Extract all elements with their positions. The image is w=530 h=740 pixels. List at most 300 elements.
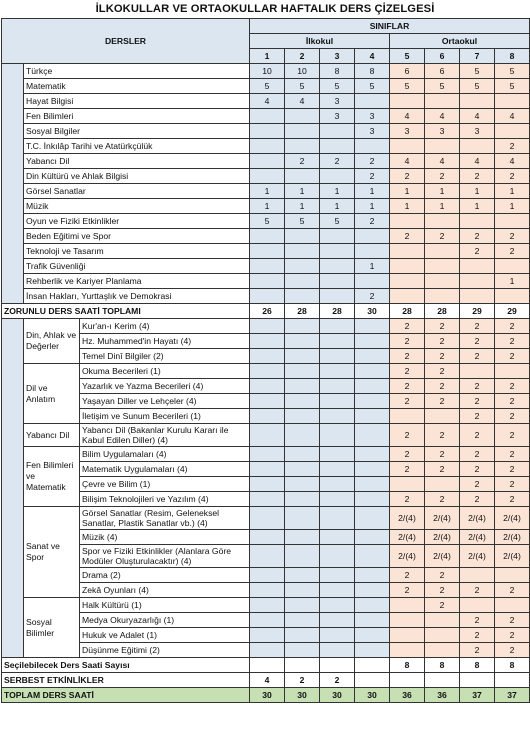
grand-total-cell: 37 bbox=[495, 688, 530, 703]
hours-cell bbox=[285, 477, 320, 492]
total-cell: 28 bbox=[425, 304, 460, 319]
hours-cell: 6 bbox=[425, 64, 460, 79]
hours-cell: 5 bbox=[495, 64, 530, 79]
hours-cell: 4 bbox=[425, 154, 460, 169]
hours-cell: 10 bbox=[250, 64, 285, 79]
hours-cell: 2 bbox=[460, 643, 495, 658]
total-cell: 29 bbox=[495, 304, 530, 319]
hours-cell: 2 bbox=[425, 364, 460, 379]
mandatory-row bbox=[2, 94, 530, 109]
hours-cell: 2 bbox=[460, 447, 495, 462]
subject-name: Müzik bbox=[24, 199, 250, 214]
hours-cell: 2 bbox=[390, 169, 425, 184]
hours-cell bbox=[320, 598, 355, 613]
mandatory-row bbox=[2, 169, 530, 184]
hours-cell bbox=[285, 643, 320, 658]
hours-cell: 1 bbox=[355, 259, 390, 274]
elective-row bbox=[2, 379, 530, 394]
hours-cell: 1 bbox=[285, 184, 320, 199]
subject-name: Teknoloji ve Tasarım bbox=[24, 244, 250, 259]
elective-subject: Çevre ve Bilim (1) bbox=[80, 477, 250, 492]
hours-cell: 5 bbox=[390, 79, 425, 94]
hours-cell bbox=[390, 409, 425, 424]
hours-cell bbox=[250, 492, 285, 507]
hours-cell: 2 bbox=[460, 229, 495, 244]
hours-cell: 2 bbox=[390, 447, 425, 462]
hours-cell bbox=[355, 229, 390, 244]
header-row-1 bbox=[2, 19, 530, 34]
elective-row bbox=[2, 394, 530, 409]
hours-cell: 2 bbox=[495, 477, 530, 492]
ilkokul-header: İlkokul bbox=[250, 34, 390, 49]
hours-cell bbox=[250, 530, 285, 545]
hours-cell: 8 bbox=[320, 64, 355, 79]
elective-row bbox=[2, 613, 530, 628]
hours-cell bbox=[250, 124, 285, 139]
hours-cell bbox=[425, 673, 460, 688]
hours-cell bbox=[355, 394, 390, 409]
grand-total-cell: 30 bbox=[320, 688, 355, 703]
hours-cell bbox=[390, 477, 425, 492]
hours-cell bbox=[355, 462, 390, 477]
hours-cell: 2 bbox=[390, 364, 425, 379]
hours-cell bbox=[285, 349, 320, 364]
hours-cell bbox=[320, 545, 355, 568]
grade-header: 4 bbox=[355, 49, 390, 64]
mandatory-row bbox=[2, 199, 530, 214]
hours-cell bbox=[285, 274, 320, 289]
hours-cell bbox=[250, 568, 285, 583]
grand-total-cell: 30 bbox=[285, 688, 320, 703]
hours-cell: 2 bbox=[495, 319, 530, 334]
hours-cell: 5 bbox=[425, 79, 460, 94]
hours-cell bbox=[285, 169, 320, 184]
hours-cell: 5 bbox=[495, 79, 530, 94]
hours-cell bbox=[285, 447, 320, 462]
hours-cell: 2 bbox=[320, 673, 355, 688]
grand-total-cell: 36 bbox=[425, 688, 460, 703]
hours-cell: 2 bbox=[285, 154, 320, 169]
hours-cell: 5 bbox=[320, 79, 355, 94]
hours-cell bbox=[425, 628, 460, 643]
hours-cell: 2 bbox=[460, 424, 495, 447]
mandatory-section-label bbox=[2, 64, 24, 304]
hours-cell: 4 bbox=[390, 109, 425, 124]
hours-cell: 2 bbox=[460, 409, 495, 424]
hours-cell bbox=[390, 643, 425, 658]
hours-cell bbox=[250, 349, 285, 364]
hours-cell bbox=[285, 628, 320, 643]
hours-cell bbox=[285, 259, 320, 274]
hours-cell: 8 bbox=[495, 658, 530, 673]
hours-cell: 2/(4) bbox=[390, 507, 425, 530]
hours-cell bbox=[320, 289, 355, 304]
hours-cell: 2 bbox=[460, 462, 495, 477]
hours-cell: 2 bbox=[495, 583, 530, 598]
hours-cell bbox=[320, 139, 355, 154]
hours-cell: 8 bbox=[390, 658, 425, 673]
elective-subject: Bilim Uygulamaları (4) bbox=[80, 447, 250, 462]
subject-name: Sosyal Bilgiler bbox=[24, 124, 250, 139]
hours-cell bbox=[285, 334, 320, 349]
hours-cell bbox=[320, 259, 355, 274]
hours-cell: 2 bbox=[425, 379, 460, 394]
hours-cell bbox=[285, 409, 320, 424]
mandatory-row bbox=[2, 214, 530, 229]
hours-cell: 1 bbox=[460, 184, 495, 199]
hours-cell bbox=[355, 364, 390, 379]
hours-cell: 1 bbox=[250, 199, 285, 214]
hours-cell bbox=[460, 568, 495, 583]
hours-cell: 2 bbox=[495, 394, 530, 409]
elective-category: Sanat ve Spor bbox=[24, 507, 80, 598]
elective-category: Dil ve Anlatım bbox=[24, 364, 80, 424]
hours-cell bbox=[390, 259, 425, 274]
hours-cell: 2 bbox=[390, 424, 425, 447]
hours-cell bbox=[250, 643, 285, 658]
hours-cell bbox=[495, 94, 530, 109]
hours-cell bbox=[320, 530, 355, 545]
hours-cell bbox=[460, 214, 495, 229]
hours-cell: 5 bbox=[320, 214, 355, 229]
hours-cell bbox=[250, 394, 285, 409]
hours-cell bbox=[250, 628, 285, 643]
hours-cell bbox=[250, 613, 285, 628]
hours-cell bbox=[320, 628, 355, 643]
hours-cell bbox=[460, 94, 495, 109]
hours-cell: 3 bbox=[390, 124, 425, 139]
hours-cell bbox=[320, 319, 355, 334]
hours-cell bbox=[250, 545, 285, 568]
hours-cell bbox=[250, 658, 285, 673]
hours-cell: 1 bbox=[320, 184, 355, 199]
elective-row bbox=[2, 334, 530, 349]
hours-cell bbox=[425, 139, 460, 154]
hours-cell bbox=[320, 244, 355, 259]
dersler-header: DERSLER bbox=[2, 19, 250, 64]
hours-cell: 2 bbox=[425, 319, 460, 334]
elective-subject: Hz. Muhammed'in Hayatı (4) bbox=[80, 334, 250, 349]
elective-subject: Spor ve Fiziki Etkinlikler (Alanlara Göre Modüler Oluşturulacaktır) (4) bbox=[80, 545, 250, 568]
hours-cell: 5 bbox=[285, 214, 320, 229]
elective-subject: Düşünme Eğitimi (2) bbox=[80, 643, 250, 658]
hours-cell bbox=[390, 94, 425, 109]
hours-cell: 5 bbox=[460, 79, 495, 94]
mandatory-row bbox=[2, 79, 530, 94]
hours-cell bbox=[320, 349, 355, 364]
hours-cell bbox=[460, 673, 495, 688]
hours-cell bbox=[285, 394, 320, 409]
elective-subject: Okuma Becerileri (1) bbox=[80, 364, 250, 379]
hours-cell bbox=[355, 598, 390, 613]
subject-name: Trafik Güvenliği bbox=[24, 259, 250, 274]
elective-subject: İletişim ve Sunum Becerileri (1) bbox=[80, 409, 250, 424]
hours-cell: 6 bbox=[390, 64, 425, 79]
hours-cell: 4 bbox=[460, 109, 495, 124]
elective-row bbox=[2, 545, 530, 568]
hours-cell bbox=[250, 244, 285, 259]
subject-name: Görsel Sanatlar bbox=[24, 184, 250, 199]
hours-cell: 2 bbox=[425, 349, 460, 364]
hours-cell: 2 bbox=[460, 349, 495, 364]
hours-cell bbox=[250, 447, 285, 462]
hours-cell bbox=[425, 477, 460, 492]
hours-cell: 3 bbox=[460, 124, 495, 139]
subject-name: İnsan Hakları, Yurttaşlık ve Demokrasi bbox=[24, 289, 250, 304]
ortaokul-header: Ortaokul bbox=[390, 34, 530, 49]
hours-cell: 2 bbox=[460, 319, 495, 334]
grade-header: 1 bbox=[250, 49, 285, 64]
hours-cell: 2 bbox=[460, 492, 495, 507]
hours-cell bbox=[250, 154, 285, 169]
hours-cell: 2 bbox=[495, 379, 530, 394]
hours-cell: 3 bbox=[320, 94, 355, 109]
hours-cell bbox=[460, 598, 495, 613]
elective-row bbox=[2, 364, 530, 379]
hours-cell bbox=[250, 109, 285, 124]
hours-cell bbox=[425, 214, 460, 229]
elective-row bbox=[2, 583, 530, 598]
elective-subject: Kur'an-ı Kerim (4) bbox=[80, 319, 250, 334]
hours-cell bbox=[250, 334, 285, 349]
elective-category: Fen Bilimleri ve Matematik bbox=[24, 447, 80, 507]
grand-total-cell: 37 bbox=[460, 688, 495, 703]
hours-cell: 4 bbox=[390, 154, 425, 169]
hours-cell bbox=[285, 289, 320, 304]
hours-cell: 2/(4) bbox=[390, 545, 425, 568]
hours-cell bbox=[355, 139, 390, 154]
hours-cell bbox=[390, 613, 425, 628]
hours-cell bbox=[355, 447, 390, 462]
free-activities-label: SERBEST ETKİNLİKLER bbox=[2, 673, 250, 688]
mandatory-row bbox=[2, 124, 530, 139]
subject-name: Fen Bilimleri bbox=[24, 109, 250, 124]
elective-row bbox=[2, 424, 530, 447]
elective-category: Din, Ahlak ve Değerler bbox=[24, 319, 80, 364]
subject-name: Türkçe bbox=[24, 64, 250, 79]
hours-cell: 5 bbox=[250, 214, 285, 229]
hours-cell: 2 bbox=[390, 583, 425, 598]
total-cell: 30 bbox=[355, 304, 390, 319]
hours-cell: 1 bbox=[460, 199, 495, 214]
hours-cell bbox=[460, 289, 495, 304]
hours-cell bbox=[320, 424, 355, 447]
hours-cell: 5 bbox=[285, 79, 320, 94]
elective-subject: Yabancı Dil (Bakanlar Kurulu Kararı ile Kabul Edilen Diller) (4) bbox=[80, 424, 250, 447]
hours-cell bbox=[355, 613, 390, 628]
elective-category: Yabancı Dil bbox=[24, 424, 80, 447]
hours-cell: 5 bbox=[460, 64, 495, 79]
hours-cell: 2 bbox=[495, 334, 530, 349]
elective-row bbox=[2, 492, 530, 507]
hours-cell: 1 bbox=[390, 184, 425, 199]
hours-cell bbox=[460, 259, 495, 274]
hours-cell: 8 bbox=[425, 658, 460, 673]
hours-cell: 8 bbox=[460, 658, 495, 673]
hours-cell: 2 bbox=[495, 424, 530, 447]
elective-subject: Bilişim Teknolojileri ve Yazılım (4) bbox=[80, 492, 250, 507]
hours-cell bbox=[355, 568, 390, 583]
hours-cell: 1 bbox=[495, 199, 530, 214]
hours-cell: 2 bbox=[460, 583, 495, 598]
hours-cell: 2 bbox=[460, 477, 495, 492]
hours-cell bbox=[355, 379, 390, 394]
hours-cell: 3 bbox=[355, 124, 390, 139]
elective-subject: Görsel Sanatlar (Resim, Geleneksel Sanatlar, Plastik Sanatlar vb.) (4) bbox=[80, 507, 250, 530]
subject-name: T.C. İnkılâp Tarihi ve Atatürkçülük bbox=[24, 139, 250, 154]
grade-header: 6 bbox=[425, 49, 460, 64]
hours-cell bbox=[285, 613, 320, 628]
hours-cell bbox=[285, 568, 320, 583]
subject-name: Rehberlik ve Kariyer Planlama bbox=[24, 274, 250, 289]
hours-cell: 1 bbox=[495, 184, 530, 199]
hours-cell: 2 bbox=[495, 447, 530, 462]
hours-cell bbox=[495, 598, 530, 613]
hours-cell: 1 bbox=[425, 184, 460, 199]
hours-cell bbox=[355, 530, 390, 545]
mandatory-row bbox=[2, 184, 530, 199]
elective-subject: Zekâ Oyunları (4) bbox=[80, 583, 250, 598]
hours-cell bbox=[320, 492, 355, 507]
mandatory-row bbox=[2, 154, 530, 169]
hours-cell: 1 bbox=[355, 184, 390, 199]
hours-cell bbox=[460, 139, 495, 154]
hours-cell bbox=[285, 530, 320, 545]
elective-row bbox=[2, 628, 530, 643]
hours-cell bbox=[285, 492, 320, 507]
hours-cell: 2/(4) bbox=[495, 530, 530, 545]
hours-cell: 2 bbox=[495, 139, 530, 154]
hours-cell: 2 bbox=[390, 379, 425, 394]
elective-subject: Yaşayan Diller ve Lehçeler (4) bbox=[80, 394, 250, 409]
hours-cell bbox=[320, 583, 355, 598]
elective-subject: Halk Kültürü (1) bbox=[80, 598, 250, 613]
hours-cell bbox=[355, 244, 390, 259]
hours-cell bbox=[495, 124, 530, 139]
hours-cell bbox=[285, 598, 320, 613]
hours-cell bbox=[425, 244, 460, 259]
hours-cell: 2/(4) bbox=[460, 507, 495, 530]
hours-cell bbox=[250, 424, 285, 447]
hours-cell bbox=[495, 289, 530, 304]
hours-cell bbox=[460, 274, 495, 289]
hours-cell bbox=[250, 507, 285, 530]
hours-cell: 2 bbox=[495, 409, 530, 424]
hours-cell bbox=[425, 274, 460, 289]
hours-cell bbox=[495, 214, 530, 229]
hours-cell bbox=[355, 643, 390, 658]
mandatory-row bbox=[2, 244, 530, 259]
hours-cell bbox=[320, 568, 355, 583]
hours-cell bbox=[355, 673, 390, 688]
subject-name: Oyun ve Fiziki Etkinlikler bbox=[24, 214, 250, 229]
hours-cell: 2 bbox=[355, 289, 390, 304]
hours-cell: 2 bbox=[285, 673, 320, 688]
hours-cell bbox=[320, 613, 355, 628]
hours-cell: 2 bbox=[495, 492, 530, 507]
hours-cell: 2 bbox=[495, 349, 530, 364]
grade-header: 3 bbox=[320, 49, 355, 64]
elective-row bbox=[2, 507, 530, 530]
hours-cell bbox=[250, 229, 285, 244]
elective-row bbox=[2, 409, 530, 424]
hours-cell bbox=[250, 259, 285, 274]
hours-cell bbox=[355, 545, 390, 568]
free-activities-row bbox=[2, 673, 530, 688]
hours-cell: 2 bbox=[495, 169, 530, 184]
hours-cell: 10 bbox=[285, 64, 320, 79]
hours-cell bbox=[355, 424, 390, 447]
hours-cell: 2 bbox=[390, 394, 425, 409]
hours-cell bbox=[285, 583, 320, 598]
hours-cell: 4 bbox=[495, 109, 530, 124]
hours-cell bbox=[250, 598, 285, 613]
hours-cell: 2/(4) bbox=[460, 530, 495, 545]
hours-cell bbox=[320, 229, 355, 244]
hours-cell bbox=[425, 643, 460, 658]
hours-cell bbox=[250, 364, 285, 379]
hours-cell: 2 bbox=[390, 492, 425, 507]
hours-cell bbox=[390, 139, 425, 154]
hours-cell bbox=[250, 274, 285, 289]
elective-row bbox=[2, 349, 530, 364]
hours-cell: 2 bbox=[320, 154, 355, 169]
hours-cell: 1 bbox=[495, 274, 530, 289]
hours-cell bbox=[285, 229, 320, 244]
hours-cell: 3 bbox=[425, 124, 460, 139]
grade-header: 2 bbox=[285, 49, 320, 64]
hours-cell: 1 bbox=[285, 199, 320, 214]
grade-header: 7 bbox=[460, 49, 495, 64]
elective-row bbox=[2, 477, 530, 492]
elective-subject: Müzik (4) bbox=[80, 530, 250, 545]
grade-header: 8 bbox=[495, 49, 530, 64]
hours-cell: 1 bbox=[250, 184, 285, 199]
hours-cell bbox=[425, 613, 460, 628]
hours-cell bbox=[355, 274, 390, 289]
hours-cell: 2 bbox=[495, 462, 530, 477]
hours-cell bbox=[285, 319, 320, 334]
hours-cell bbox=[320, 658, 355, 673]
hours-cell bbox=[460, 364, 495, 379]
hours-cell bbox=[425, 94, 460, 109]
hours-cell bbox=[390, 673, 425, 688]
hours-cell bbox=[355, 334, 390, 349]
hours-cell bbox=[320, 462, 355, 477]
total-cell: 26 bbox=[250, 304, 285, 319]
hours-cell bbox=[320, 334, 355, 349]
hours-cell: 1 bbox=[425, 199, 460, 214]
hours-cell: 2 bbox=[425, 424, 460, 447]
total-cell: 28 bbox=[390, 304, 425, 319]
hours-cell bbox=[320, 409, 355, 424]
elective-subject: Temel Dinî Bilgiler (2) bbox=[80, 349, 250, 364]
subject-name: Yabancı Dil bbox=[24, 154, 250, 169]
hours-cell: 1 bbox=[320, 199, 355, 214]
hours-cell bbox=[285, 244, 320, 259]
hours-cell: 2/(4) bbox=[495, 507, 530, 530]
hours-cell bbox=[250, 379, 285, 394]
hours-cell: 4 bbox=[425, 109, 460, 124]
hours-cell: 2 bbox=[425, 229, 460, 244]
hours-cell bbox=[355, 583, 390, 598]
mandatory-total-label: ZORUNLU DERS SAATİ TOPLAMI bbox=[2, 304, 250, 319]
siniflar-header: SINIFLAR bbox=[250, 19, 530, 34]
mandatory-row bbox=[2, 229, 530, 244]
hours-cell bbox=[320, 379, 355, 394]
elective-subject: Drama (2) bbox=[80, 568, 250, 583]
hours-cell bbox=[320, 274, 355, 289]
